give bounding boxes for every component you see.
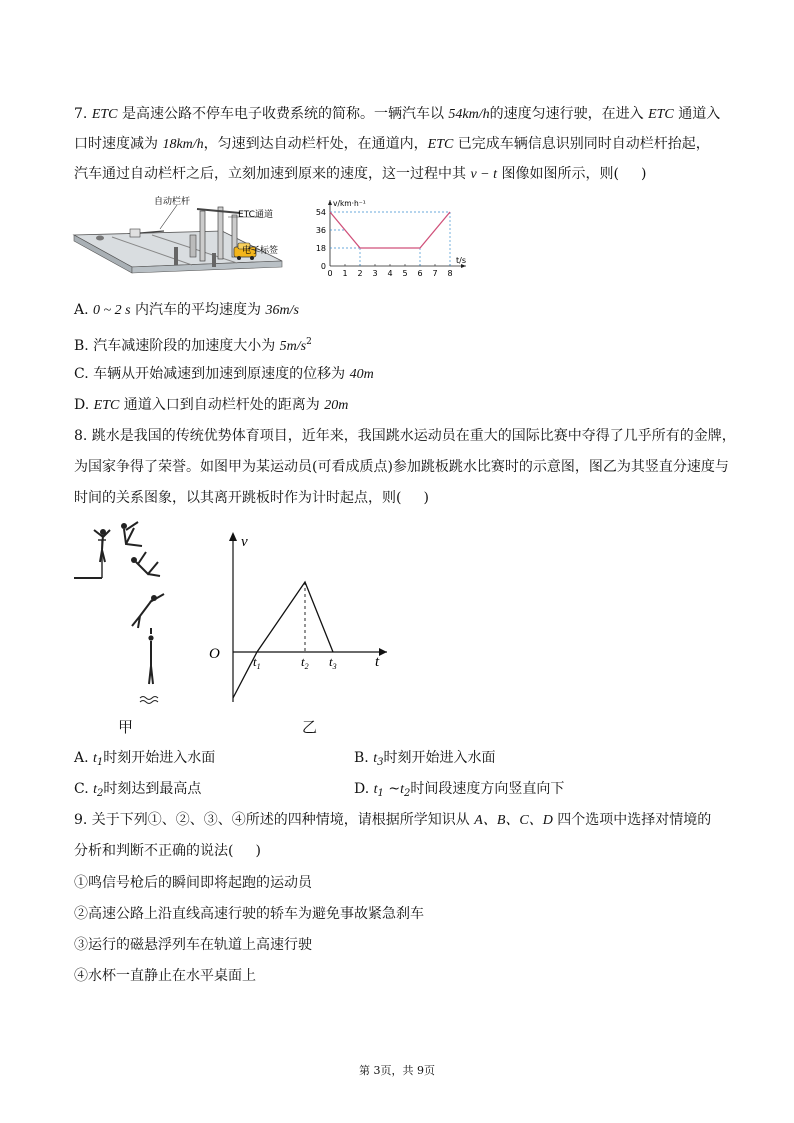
q9-item-2: ②高速公路上沿直线高速行驶的轿车为避免事故紧急刹车 (74, 906, 424, 922)
x-tick-label: 6 (417, 269, 423, 278)
q8-stem-line-1: 8. 跳水是我国的传统优势体育项目，近年来，我国跳水运动员在重大的国际比赛中夺得了几乎所有的金牌， (74, 428, 736, 444)
q7-option-d: D. ETC 通道入口到自动栏杆处的距离为 20m (74, 397, 349, 413)
q7-stem-line-1: 7. ETC 是高速公路不停车电子收费系统的简称。一辆汽车以 54km/h的速度匀速行驶，在进入 ETC 通道入 (74, 106, 721, 122)
label-etc-channel: ETC通道 (238, 210, 273, 220)
q7-vt-chart (300, 196, 480, 280)
y-tick-label: 54 (315, 208, 326, 217)
y-axis-label: v (241, 534, 248, 550)
q7-option-c: C. 车辆从开始减速到加速到原速度的位移为 40m (74, 366, 374, 382)
q9-item-1: ①鸣信号枪后的瞬间即将起跑的运动员 (74, 875, 312, 891)
x-axis-label: t/s (456, 256, 466, 265)
y-tick-label: 18 (315, 244, 326, 253)
origin-label: O (209, 646, 220, 662)
x-axis-arrow (379, 648, 387, 656)
x-tick-label: 4 (387, 269, 393, 278)
page-footer: 第 3页，共 9页 (359, 1064, 435, 1077)
label-gate: 自动栏杆 (154, 197, 191, 207)
q9-item-3: ③运行的磁悬浮列车在轨道上高速行驶 (74, 937, 312, 953)
y-axis-arrow (229, 532, 237, 541)
x-tick-label: 3 (372, 269, 378, 278)
etc-illustration (72, 195, 292, 285)
diver-illustration (72, 516, 182, 711)
x-tick-label: 8 (447, 269, 453, 278)
x-tick-label: $t_3$ (329, 654, 337, 671)
q9-stem-line-1: 9. 关于下列①、②、③、④所述的四种情境，请根据所学知识从 A、B、C、D 四个选项中选择对情境的 (74, 812, 712, 828)
x-tick-label: $t_1$ (253, 654, 261, 671)
q9-stem-line-2: 分析和判断不正确的说法( ) (74, 843, 261, 859)
caption-yi: 乙 (302, 718, 318, 736)
q8-option-a: A. $t_1$时刻开始进入水面 (74, 750, 216, 768)
q8-option-c: C. $t_2$时刻达到最高点 (74, 781, 202, 799)
label-electronic-tag: 电子标签 (242, 246, 279, 256)
x-tick-label: $t_2$ (301, 654, 309, 671)
y-axis-arrow (328, 200, 332, 205)
y-tick-label: 0 (320, 262, 326, 271)
caption-jia: 甲 (118, 718, 134, 736)
q7-stem-line-2: 口时速度减为 18km/h，匀速到达自动栏杆处，在通道内，ETC 已完成车辆信息识别同时自动栏杆抬起， (74, 136, 710, 152)
x-tick-label: 7 (432, 269, 438, 278)
q7-option-b: B. 汽车减速阶段的加速度大小为 $5m/s^2$ (74, 337, 312, 354)
q9-item-4: ④水杯一直静止在水平桌面上 (74, 968, 256, 984)
y-tick-label: 36 (315, 226, 326, 235)
x-axis-label: t (375, 654, 380, 670)
series-line (330, 212, 450, 248)
x-tick-label: 2 (357, 269, 363, 278)
q8-vt-chart (205, 530, 395, 710)
series-line (233, 582, 333, 698)
q7-option-a: A. 0 ~ 2 s 内汽车的平均速度为 36m/s (74, 302, 299, 318)
y-axis-label: v/km·h⁻¹ (333, 199, 366, 208)
x-tick-label: 0 (327, 269, 333, 278)
q8-stem-line-2: 为国家争得了荣誉。如图甲为某运动员(可看成质点)参加跳板跳水比赛时的示意图，图乙为其竖直分速度与 (74, 459, 729, 475)
q8-stem-line-3: 时间的关系图象，以其离开跳板时作为计时起点，则( ) (74, 490, 429, 506)
x-tick-label: 5 (402, 269, 408, 278)
q8-option-d: D. $t_1$ $\sim t_2$时间段速度方向竖直向下 (354, 781, 565, 799)
x-tick-label: 1 (342, 269, 348, 278)
q7-stem-line-3: 汽车通过自动栏杆之后，立刻加速到原来的速度，这一过程中其 v − t 图像如图所示，则( ) (74, 166, 647, 182)
q8-option-b: B. $t_3$时刻开始进入水面 (354, 750, 496, 768)
